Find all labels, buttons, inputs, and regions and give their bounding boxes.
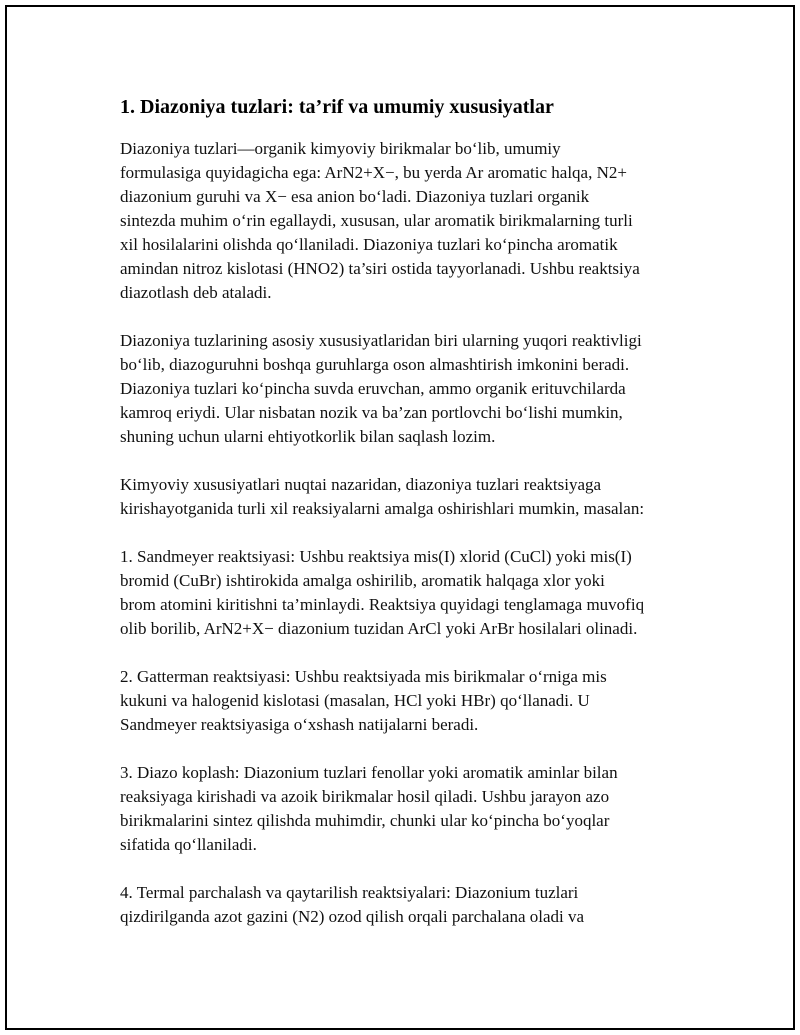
paragraph-definition: Diazoniya tuzlari—organik kimyoviy birikmalar bo‘lib, umumiy formulasiga quyidagicha ega: ArN2+X−, bu yerda Ar aromatic halqa, N2+ diazonium guruhi va X− esa anion bo‘ladi. Diazoniya tuzlari organik sintezda muhim o‘rin egallaydi, xususan, ular aromatik birikmalarning turli xil hosilalarini olishda qo‘llaniladi. Diazoniya tuzlari ko‘pincha aromatik amindan nitroz kislotasi (HNO2) ta’siri ostida tayyorlanadi. Ushbu reaktsiya diazotlash deb ataladi. bbox=[120, 139, 640, 302]
section-heading: 1. Diazoniya tuzlari: ta’rif va umumiy xususiyatlar bbox=[120, 96, 554, 118]
list-item-diazo-coupling: 3. Diazo koplash: Diazonium tuzlari fenollar yoki aromatik aminlar bilan reaksiyaga kirishadi va azoik birikmalar hosil qiladi. Ushbu jarayon azo birikmalarini sintez qilishda muhimdir, chunki ular ko‘pincha bo‘yoqlar sifatida qo‘llaniladi. bbox=[120, 763, 618, 854]
list-item-gatterman: 2. Gatterman reaktsiyasi: Ushbu reaktsiyada mis birikmalar o‘rniga mis kukuni va halogenid kislotasi (masalan, HCl yoki HBr) qo‘llanadi. U Sandmeyer reaktsiyasiga o‘xshash natijalarni beradi. bbox=[120, 667, 607, 734]
document-page bbox=[5, 5, 795, 1030]
paragraph-chemical-intro: Kimyoviy xususiyatlari nuqtai nazaridan, diazoniya tuzlari reaktsiyaga kirishayotganida turli xil reaksiyalarni amalga oshirishlari mumkin, masalan: bbox=[120, 475, 645, 518]
list-item-sandmeyer: 1. Sandmeyer reaktsiyasi: Ushbu reaktsiya mis(I) xlorid (CuCl) yoki mis(I) bromid (CuBr) ishtirokida amalga oshirilib, aromatik halqaga xlor yoki brom atomini kiritishni ta’minlaydi. Reaktsiya quyidagi tenglamaga muvofiq olib borilib, ArN2+X− diazonium tuzidan ArCl yoki ArBr hosilalari olinadi. bbox=[120, 547, 645, 638]
paragraph-properties: Diazoniya tuzlarining asosiy xususiyatlaridan biri ularning yuqori reaktivligi bo‘lib, diazoguruhni boshqa guruhlarga oson almashtirish imkonini beradi. Diazoniya tuzlari ko‘pincha suvda eruvchan, ammo organik erituvchilarda kamroq eriydi. Ular nisbatan nozik va ba’zan portlovchi bo‘lishi mumkin, shuning uchun ularni ehtiyotkorlik bilan saqlash lozim. bbox=[120, 331, 642, 446]
list-item-thermal-decomposition: 4. Termal parchalash va qaytarilish reaktsiyalari: Diazonium tuzlari qizdirilganda azot gazini (N2) ozod qilish orqali parchalana oladi va bbox=[120, 883, 585, 926]
document-body bbox=[120, 93, 700, 953]
